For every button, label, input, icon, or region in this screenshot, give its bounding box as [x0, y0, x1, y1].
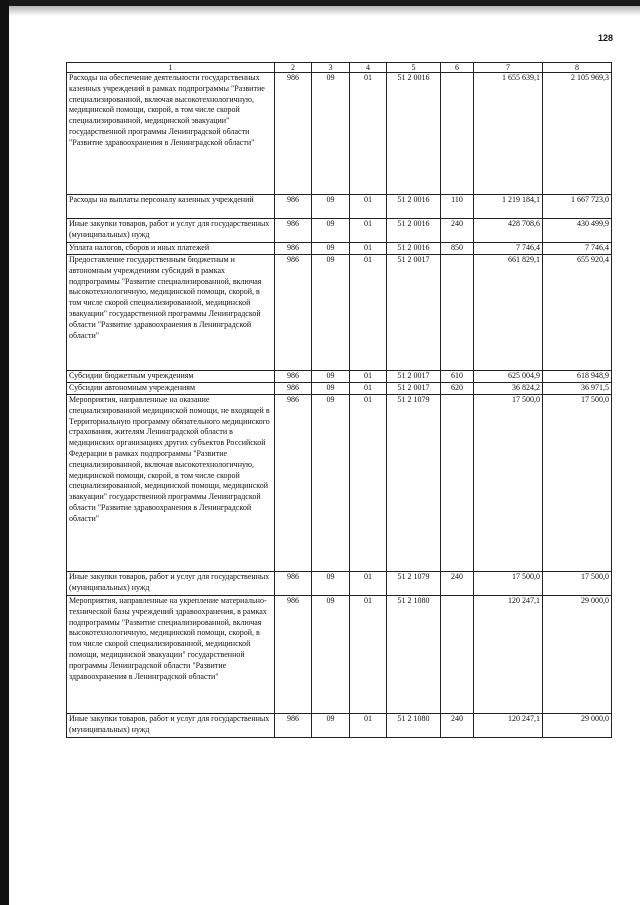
- target-code: 51 2 0016: [387, 243, 441, 255]
- header-cell: 8: [543, 63, 612, 73]
- budget-table: [66, 62, 612, 738]
- expense-name: Уплата налогов, сборов и иных платежей: [67, 243, 275, 255]
- amount-year-2: 17 500,0: [543, 572, 612, 596]
- target-code: 51 2 0017: [387, 383, 441, 395]
- expense-name: Иные закупки товаров, работ и услуг для государственных (муниципальных) нужд: [67, 219, 275, 243]
- expense-type-code: 240: [441, 572, 474, 596]
- table-row: [67, 219, 612, 243]
- amount-year-1: 625 004,9: [474, 371, 543, 383]
- section-code: 09: [312, 195, 350, 219]
- section-code: 09: [312, 219, 350, 243]
- table-row: [67, 395, 612, 572]
- ministry-code: 986: [275, 195, 312, 219]
- section-code: 09: [312, 73, 350, 195]
- ministry-code: 986: [275, 255, 312, 371]
- target-code: 51 2 0017: [387, 371, 441, 383]
- table-row: [67, 195, 612, 219]
- amount-year-1: 120 247,1: [474, 596, 543, 714]
- table-row: [67, 572, 612, 596]
- amount-year-2: 36 971,5: [543, 383, 612, 395]
- scan-edge-left: [0, 0, 9, 905]
- amount-year-1: 17 500,0: [474, 572, 543, 596]
- amount-year-2: 7 746,4: [543, 243, 612, 255]
- expense-type-code: [441, 255, 474, 371]
- expense-name: Иные закупки товаров, работ и услуг для государственных (муниципальных) нужд: [67, 714, 275, 738]
- section-code: 09: [312, 243, 350, 255]
- expense-name: Мероприятия, направленные на оказание специализированной медицинской помощи, не входящей в Территориальную программу обязательного медицинского страхования, жителям Ленинградской области в медицинских организациях других субъектов Российской Федерации в рамках подпрограммы "Развитие специализированной, включая высокотехнологичную, медицинской помощи, скорой, в том числе скорой специализированной, медицинской помощи, медицинской эвакуации" государственной программы Ленинградской области "Развитие здравоохранения в Ленинградской области": [67, 395, 275, 572]
- ministry-code: 986: [275, 243, 312, 255]
- section-code: 09: [312, 572, 350, 596]
- expense-name: Иные закупки товаров, работ и услуг для государственных (муниципальных) нужд: [67, 572, 275, 596]
- subsection-code: 01: [350, 596, 387, 714]
- subsection-code: 01: [350, 395, 387, 572]
- ministry-code: 986: [275, 572, 312, 596]
- expense-type-code: 240: [441, 714, 474, 738]
- amount-year-1: 661 829,1: [474, 255, 543, 371]
- header-cell: 1: [67, 63, 275, 73]
- expense-type-code: [441, 596, 474, 714]
- ministry-code: 986: [275, 371, 312, 383]
- header-cell: 5: [387, 63, 441, 73]
- header-cell: 6: [441, 63, 474, 73]
- header-cell: 4: [350, 63, 387, 73]
- target-code: 51 2 0016: [387, 195, 441, 219]
- amount-year-2: 2 105 969,3: [543, 73, 612, 195]
- ministry-code: 986: [275, 73, 312, 195]
- table-row: [67, 596, 612, 714]
- table-row: [67, 714, 612, 738]
- expense-name: Мероприятия, направленные на укрепление материально-технической базы учреждений здравоохранения, в рамках подпрограммы "Развитие специализированной, включая высокотехнологичную, медицинской помощи, скорой, в том числе скорой специализированной, медицинской помощи, медицинской эвакуации" государственной программы Ленинградской области "Развитие здравоохранения в Ленинградской области": [67, 596, 275, 714]
- expense-type-code: 240: [441, 219, 474, 243]
- ministry-code: 986: [275, 219, 312, 243]
- ministry-code: 986: [275, 383, 312, 395]
- ministry-code: 986: [275, 395, 312, 572]
- expense-name: Расходы на выплаты персоналу казенных учреждений: [67, 195, 275, 219]
- amount-year-1: 1 655 639,1: [474, 73, 543, 195]
- subsection-code: 01: [350, 219, 387, 243]
- amount-year-1: 428 708,6: [474, 219, 543, 243]
- expense-type-code: 850: [441, 243, 474, 255]
- amount-year-1: 36 824,2: [474, 383, 543, 395]
- amount-year-2: 655 920,4: [543, 255, 612, 371]
- target-code: 51 2 1080: [387, 714, 441, 738]
- amount-year-2: 29 000,0: [543, 714, 612, 738]
- header-cell: 3: [312, 63, 350, 73]
- expense-name: Субсидии автономным учреждениям: [67, 383, 275, 395]
- header-cell: 2: [275, 63, 312, 73]
- table-row: [67, 243, 612, 255]
- amount-year-1: 1 219 184,1: [474, 195, 543, 219]
- expense-name: Расходы на обеспечение деятельности государственных казенных учреждений в рамках подпрограммы "Развитие специализированной, включая высокотехнологичную, медицинской помощи, скорой, в том числе скорой специализированной, медицинской эвакуации" государственной программы Ленинградской области "Развитие здравоохранения в Ленинградской области": [67, 73, 275, 195]
- ministry-code: 986: [275, 596, 312, 714]
- subsection-code: 01: [350, 383, 387, 395]
- section-code: 09: [312, 714, 350, 738]
- expense-type-code: 110: [441, 195, 474, 219]
- section-code: 09: [312, 395, 350, 572]
- scan-shadow-top: [0, 6, 640, 16]
- section-code: 09: [312, 596, 350, 714]
- amount-year-2: 17 500,0: [543, 395, 612, 572]
- section-code: 09: [312, 383, 350, 395]
- table-row: [67, 371, 612, 383]
- subsection-code: 01: [350, 714, 387, 738]
- expense-type-code: [441, 73, 474, 195]
- subsection-code: 01: [350, 572, 387, 596]
- table-row: [67, 73, 612, 195]
- subsection-code: 01: [350, 243, 387, 255]
- target-code: 51 2 0016: [387, 73, 441, 195]
- target-code: 51 2 0016: [387, 219, 441, 243]
- subsection-code: 01: [350, 371, 387, 383]
- target-code: 51 2 1080: [387, 596, 441, 714]
- amount-year-1: 17 500,0: [474, 395, 543, 572]
- subsection-code: 01: [350, 255, 387, 371]
- amount-year-1: 120 247,1: [474, 714, 543, 738]
- target-code: 51 2 1079: [387, 572, 441, 596]
- section-code: 09: [312, 255, 350, 371]
- target-code: 51 2 1079: [387, 395, 441, 572]
- expense-type-code: [441, 395, 474, 572]
- expense-type-code: 610: [441, 371, 474, 383]
- subsection-code: 01: [350, 195, 387, 219]
- header-cell: 7: [474, 63, 543, 73]
- table-row: [67, 383, 612, 395]
- subsection-code: 01: [350, 73, 387, 195]
- expense-name: Предоставление государственным бюджетным и автономным учреждениям субсидий в рамках подпрограммы "Развитие специализированной, включая высокотехнологичную, медицинской помощи, скорой, в том числе скорой специализированной, медицинской эвакуации" государственной программы Ленинградской области "Развитие здравоохранения в Ленинградской области": [67, 255, 275, 371]
- header-row: [67, 63, 612, 73]
- amount-year-2: 430 499,9: [543, 219, 612, 243]
- expense-type-code: 620: [441, 383, 474, 395]
- amount-year-1: 7 746,4: [474, 243, 543, 255]
- expense-name: Субсидии бюджетным учреждениям: [67, 371, 275, 383]
- page-number: 128: [598, 33, 614, 43]
- amount-year-2: 29 000,0: [543, 596, 612, 714]
- amount-year-2: 1 667 723,0: [543, 195, 612, 219]
- target-code: 51 2 0017: [387, 255, 441, 371]
- section-code: 09: [312, 371, 350, 383]
- ministry-code: 986: [275, 714, 312, 738]
- amount-year-2: 618 948,9: [543, 371, 612, 383]
- table-row: [67, 255, 612, 371]
